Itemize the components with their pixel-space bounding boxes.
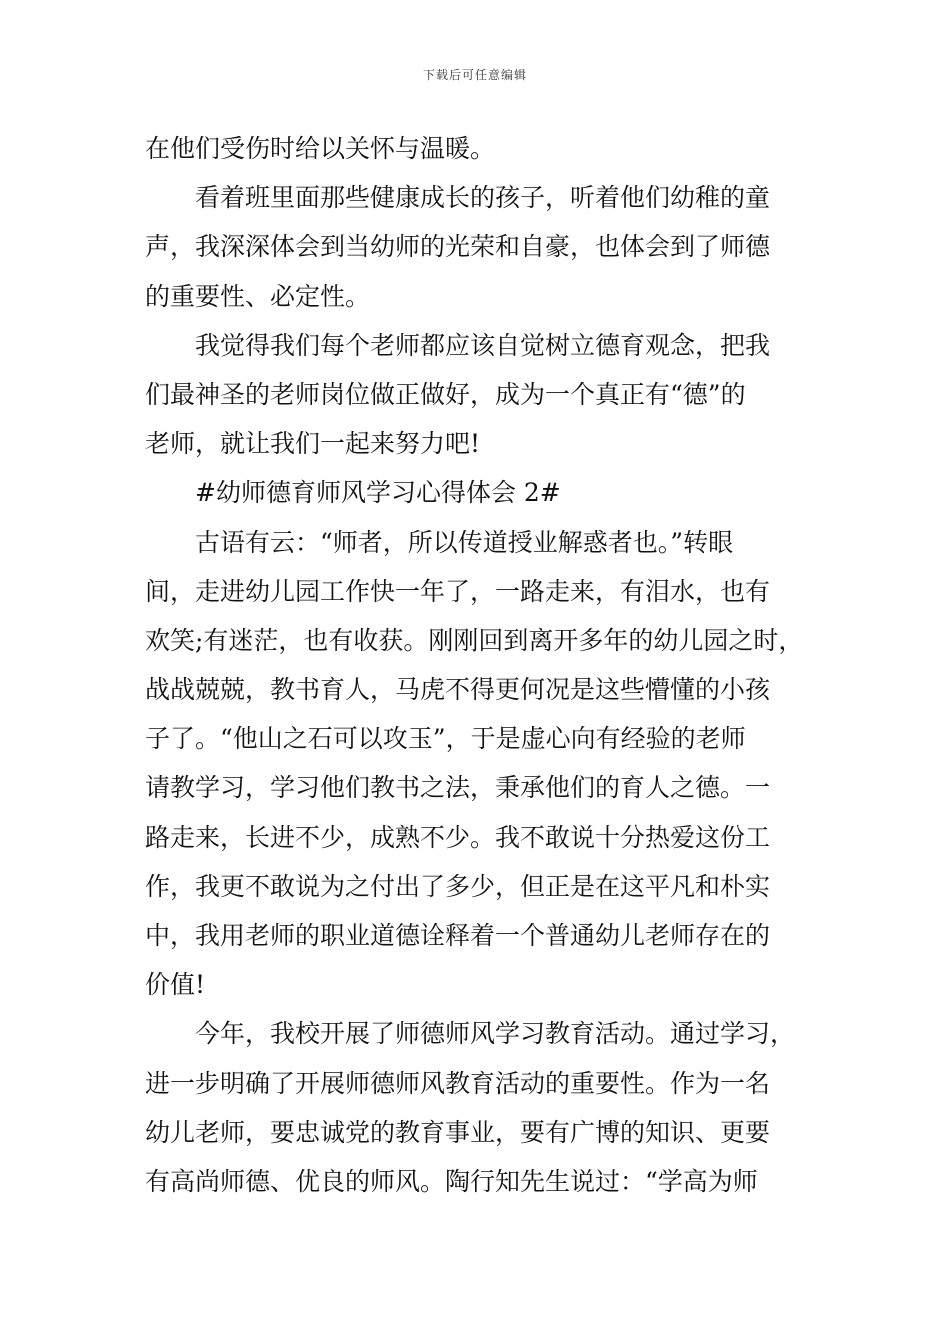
page-header: 下载后可任意编辑 [422, 68, 527, 82]
paragraph [145, 173, 825, 321]
text-line: 价值! [145, 970, 206, 1000]
paragraph [145, 1009, 825, 1206]
text-line: 们最神圣的老师岗位做正做好，成为一个真正有“德”的 [145, 379, 746, 409]
text-line: 古语有云：“师者，所以传道授业解惑者也。”转眼 [195, 527, 734, 557]
text-line: 看着班里面那些健康成长的孩子，听着他们幼稚的童 [195, 183, 771, 213]
text-line: 我觉得我们每个老师都应该自觉树立德育观念，把我 [195, 330, 771, 360]
document-body [145, 124, 825, 1206]
section-heading-text: #幼师德育师风学习心得体会 2# [195, 478, 561, 508]
text-line: 在他们受伤时给以关怀与温暖。 [145, 134, 496, 163]
text-line: 进一步明确了开展师德师风教育活动的重要性。作为一名 [145, 1068, 771, 1098]
text-line: 有高尚师德、优良的师风。陶行知先生说过：“学高为师 [145, 1166, 758, 1196]
text-line: 子了。“他山之石可以攻玉”，于是虚心向有经验的老师 [145, 724, 746, 754]
text-line: 间，走进幼儿园工作快一年了，一路走来，有泪水，也有 [145, 576, 771, 606]
text-line: 的重要性、必定性。 [145, 281, 371, 311]
text-line: 请教学习，学习他们教书之法，秉承他们的育人之德。一 [145, 773, 771, 803]
text-line: 中，我用老师的职业道德诠释着一个普通幼儿老师存在的 [145, 921, 771, 950]
text-line: 路走来，长进不少，成熟不少。我不敢说十分热爱这份工 [145, 822, 771, 852]
text-line: 战战兢兢，教书育人，马虎不得更何况是这些懵懂的小孩 [145, 675, 771, 705]
paragraph [145, 321, 825, 469]
text-line: 今年，我校开展了师德师风学习教育活动。通过学习， [195, 1019, 796, 1049]
text-line: 幼儿老师，要忠诚党的教育事业，要有广博的知识、更要 [145, 1117, 771, 1147]
text-line: 欢笑;有迷茫，也有收获。刚刚回到离开多年的幼儿园之时， [145, 625, 804, 655]
section-heading [145, 468, 825, 517]
text-line: 声，我深深体会到当幼师的光荣和自豪，也体会到了师德 [145, 232, 771, 262]
paragraph [145, 518, 825, 1010]
text-line: 作，我更不敢说为之付出了多少，但正是在这平凡和朴实 [145, 871, 771, 901]
paragraph [145, 124, 825, 173]
text-line: 老师，就让我们一起来努力吧! [145, 429, 481, 459]
